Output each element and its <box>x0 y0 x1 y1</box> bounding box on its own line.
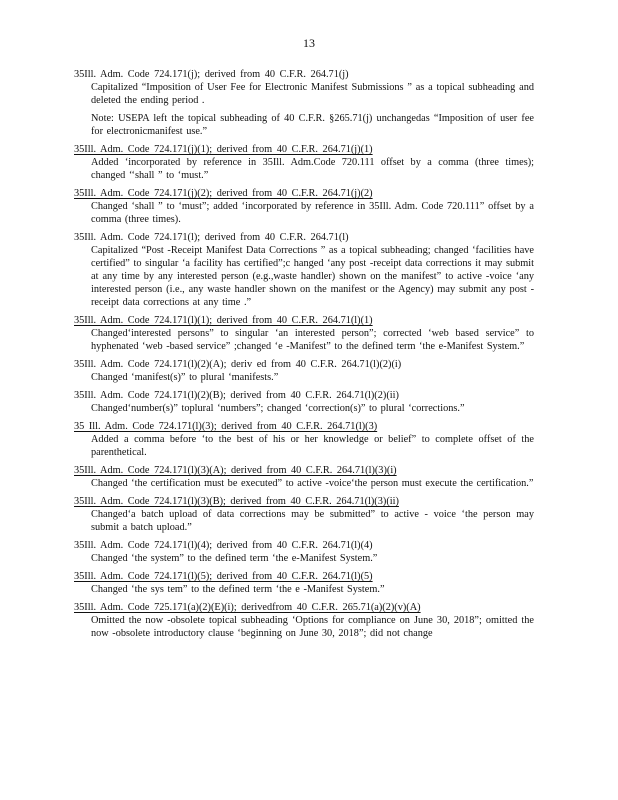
entry-heading: 35Ill. Adm. Code 724.171(l)(3)(B); derived from 40 C.F.R. 264.71(l)(3)(ii) <box>74 496 399 507</box>
entry-description: Capitalized “Post -Receipt Manifest Data Corrections ” as a topical subheading; changed ‘facilities have certified” to singular ‘a facility has certified”;c hanged ‘any post -receipt data corrections it may submit at any time by any interested person (e.g.,waste handler) shown on the manifest” to active -voice ‘any interested person (i.e., any waste handler shown on the manifest or the Agency) may submit any post -receipt data corrections at any time .” <box>91 245 534 308</box>
entry-description: Capitalized “Imposition of User Fee for Electronic Manifest Submissions ” as a topical subheading and deleted the ending period . <box>91 82 534 106</box>
entry <box>74 539 534 565</box>
entry-description: Changed‘number(s)” toplural ‘numbers”; changed ‘correction(s)” to plural ‘corrections.” <box>91 403 465 414</box>
entry <box>74 358 534 384</box>
entry-heading: 35Ill. Adm. Code 724.171(l)(3)(A); derived from 40 C.F.R. 264.71(l)(3)(i) <box>74 465 397 476</box>
entry <box>74 464 534 490</box>
entry-description: Changed ‘the sys tem” to the defined term ‘the e -Manifest System.” <box>91 584 385 595</box>
entry-description: Changed ‘shall ” to ‘must”; added ‘incorporated by reference in 35Ill. Adm. Code 720.111” offset by a comma (three times). <box>91 201 534 225</box>
entry-note: Note: USEPA left the topical subheading of 40 C.F.R. §265.71(j) unchangedas “Imposition of user fee for electronicmanifest use.” <box>91 113 534 137</box>
entry <box>74 601 534 640</box>
entry <box>74 187 534 226</box>
entry <box>74 570 534 596</box>
entry-description: Added a comma before ‘to the best of his or her knowledge or belief” to complete offset of the parenthetical. <box>91 434 534 458</box>
entries-list <box>74 68 534 645</box>
entry-heading: 35Ill. Adm. Code 724.171(l)(1); derived from 40 C.F.R. 264.71(l)(1) <box>74 315 373 326</box>
entry-heading: 35Ill. Adm. Code 724.171(l)(2)(A); deriv ed from 40 C.F.R. 264.71(l)(2)(i) <box>74 359 402 370</box>
entry-heading: 35Ill. Adm. Code 725.171(a)(2)(E)(i); derivedfrom 40 C.F.R. 265.71(a)(2)(v)(A) <box>74 602 421 613</box>
entry-heading: 35Ill. Adm. Code 724.171(l)(4); derived from 40 C.F.R. 264.71(l)(4) <box>74 540 373 551</box>
entry <box>74 143 534 182</box>
entry-description: Omitted the now -obsolete topical subheading ‘Options for compliance on June 30, 2018”; omitted the now -obsolete introductory clause ‘beginning on June 30, 2018”; did not change <box>91 615 534 639</box>
entry-heading: 35Ill. Adm. Code 724.171(l)(5); derived from 40 C.F.R. 264.71(l)(5) <box>74 571 373 582</box>
entry-heading: 35Ill. Adm. Code 724.171(j); derived from 40 C.F.R. 264.71(j) <box>74 69 349 80</box>
entry-heading: 35Ill. Adm. Code 724.171(j)(2); derived from 40 C.F.R. 264.71(j)(2) <box>74 188 373 199</box>
entry-heading: 35 Ill. Adm. Code 724.171(l)(3); derived from 40 C.F.R. 264.71(l)(3) <box>74 421 378 432</box>
entry-heading: 35Ill. Adm. Code 724.171(j)(1); derived from 40 C.F.R. 264.71(j)(1) <box>74 144 373 155</box>
entry <box>74 314 534 353</box>
page-number: 13 <box>303 36 315 50</box>
entry <box>74 495 534 534</box>
entry-description: Changed ‘the certification must be executed” to active -voice‘the person must execute the certification.” <box>91 478 534 489</box>
entry <box>74 68 534 138</box>
entry-description: Changed ‘the system” to the defined term ‘the e-Manifest System.” <box>91 553 378 564</box>
entry <box>74 420 534 459</box>
entry-heading: 35Ill. Adm. Code 724.171(l); derived from 40 C.F.R. 264.71(l) <box>74 232 349 243</box>
entry-description: Changed‘a batch upload of data corrections may be submitted” to active - voice ‘the person may submit a batch upload.” <box>91 509 534 533</box>
entry-description: Changed‘interested persons” to singular ‘an interested person”; corrected ‘web based service” to hyphenated ‘web -based service” ;changed ‘e -Manifest” to the defined term ‘the e-Manifest System.” <box>91 328 534 352</box>
entry-description: Added ‘incorporated by reference in 35Ill. Adm.Code 720.111 offset by a comma (three times); changed ‘‘shall ” to ‘must.” <box>91 157 534 181</box>
entry <box>74 389 534 415</box>
entry <box>74 231 534 309</box>
entry-heading: 35Ill. Adm. Code 724.171(l)(2)(B); derived from 40 C.F.R. 264.71(l)(2)(ii) <box>74 390 399 401</box>
entry-description: Changed ‘manifest(s)” to plural ‘manifests.” <box>91 372 279 383</box>
